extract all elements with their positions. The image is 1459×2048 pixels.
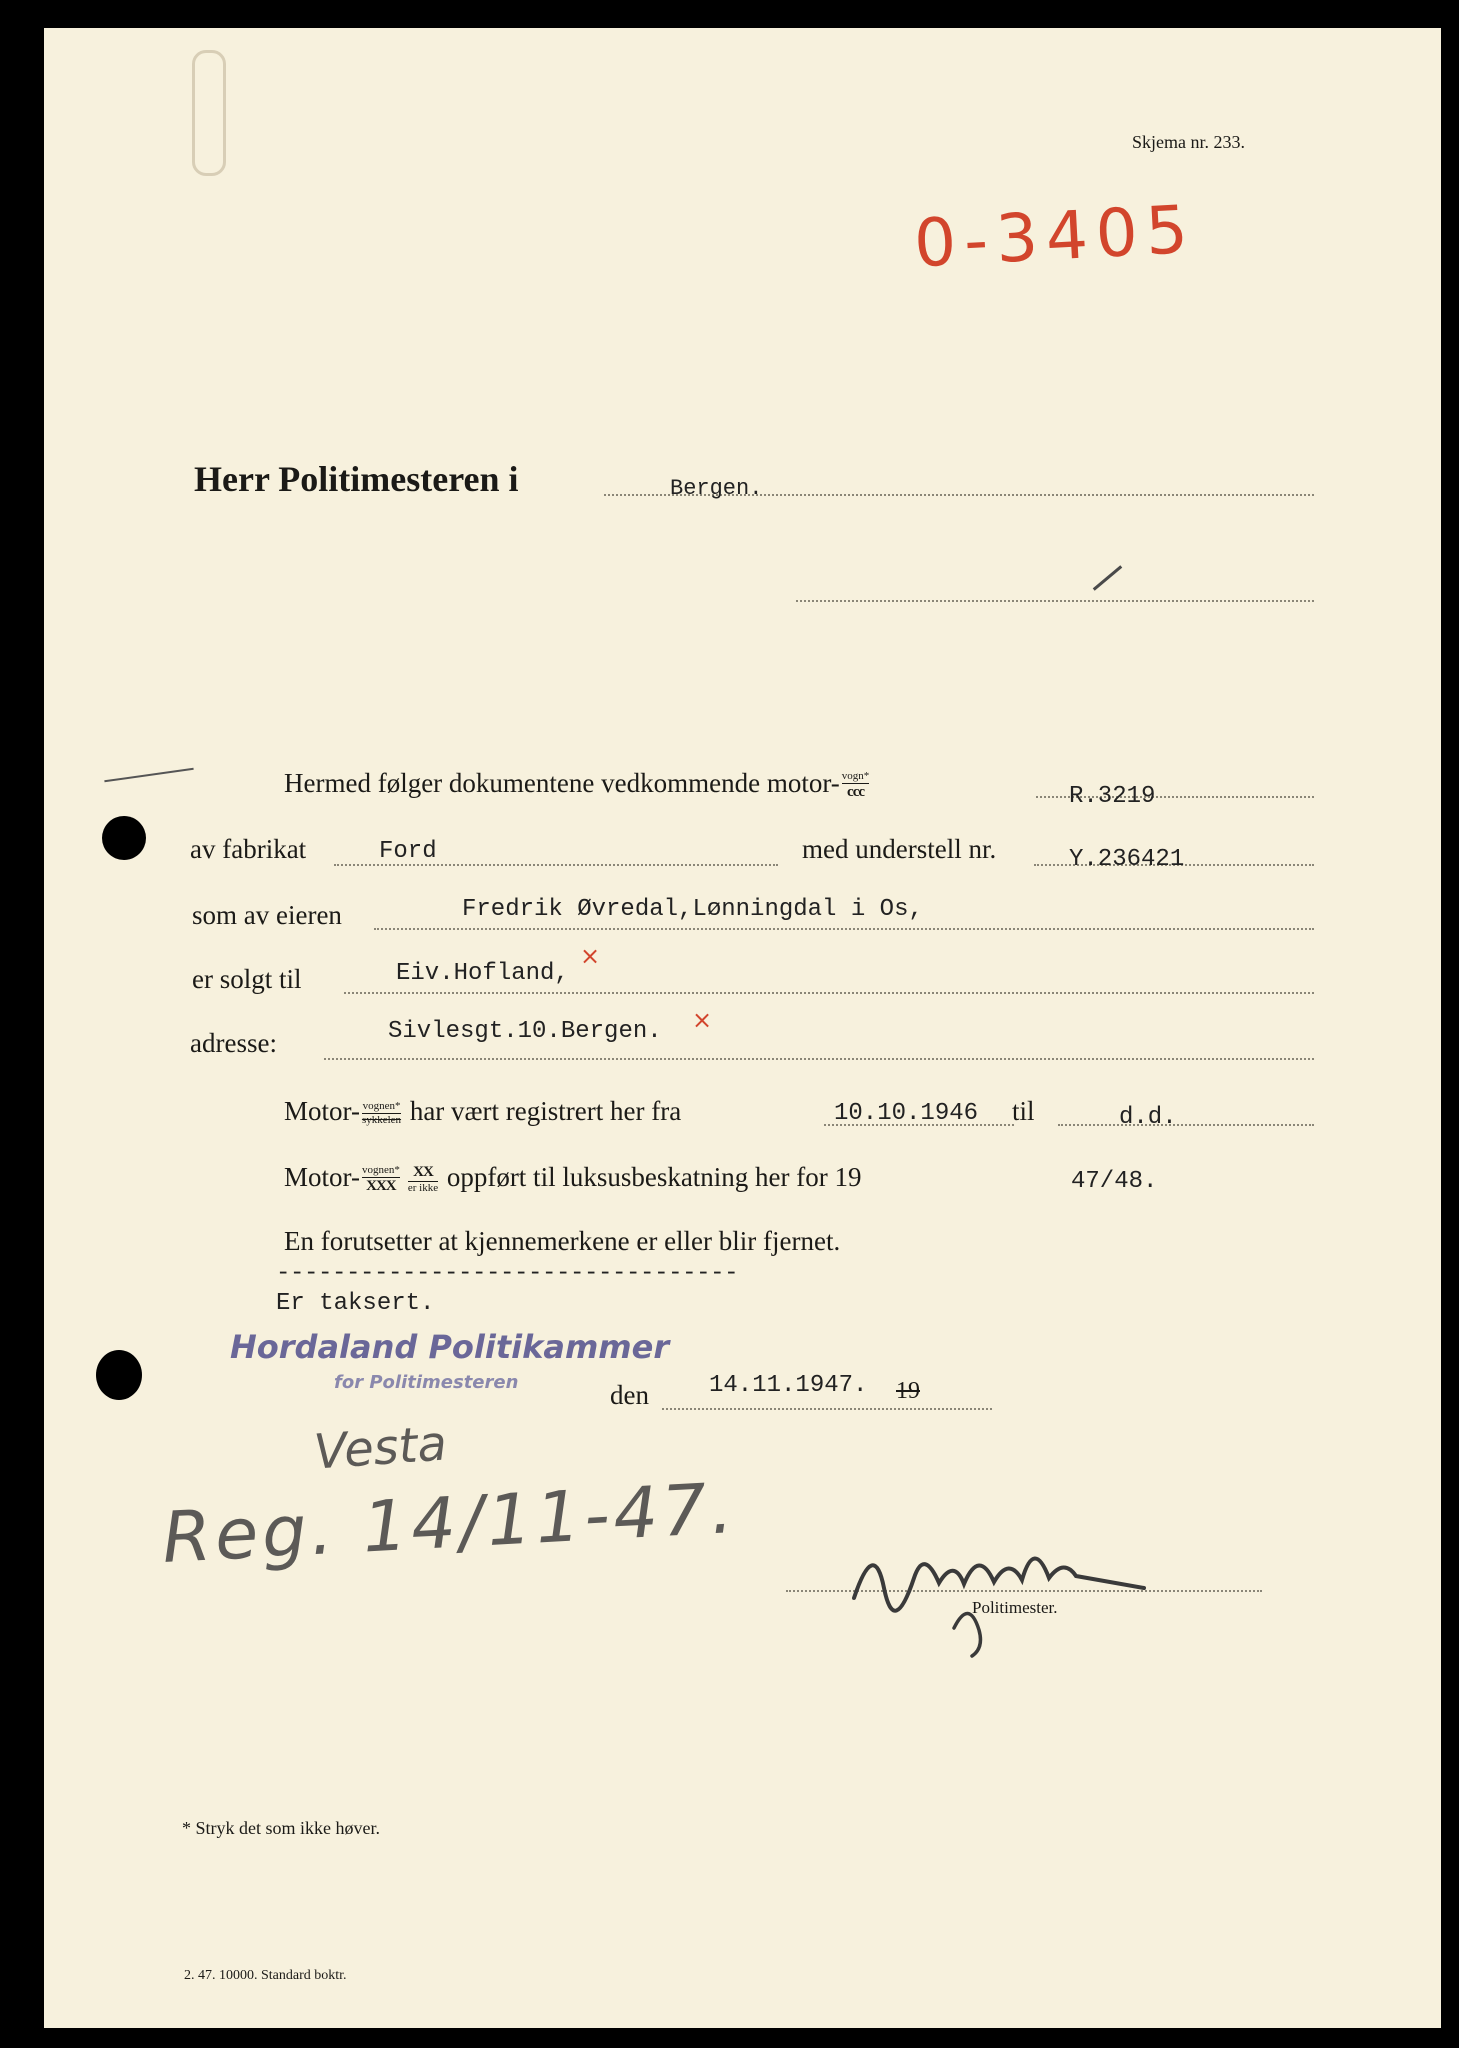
dashed-line: --------------------------------- (276, 1260, 739, 1287)
signature (844, 1518, 1174, 1658)
addressee-label: Herr Politimesteren i (194, 459, 519, 499)
address-label: adresse: (190, 1028, 277, 1058)
address-value: Sivlesgt.10.Bergen. (388, 1018, 662, 1045)
date-printed-year: 19 (896, 1378, 920, 1404)
address-line (324, 1058, 1314, 1060)
registered-fraction (362, 1101, 401, 1126)
buyer-line (344, 992, 1314, 994)
fraction-bottom: sykkelen (361, 1114, 402, 1127)
fraction-bottom: ccc (847, 784, 865, 801)
make-value: Ford (379, 838, 437, 865)
punch-hole-1 (102, 816, 146, 860)
addressee-line-2 (796, 600, 1314, 602)
removal-note: En forutsetter at kjennemerkene er eller blir fjernet. (284, 1226, 841, 1256)
chassis-value: Y.236421 (1069, 846, 1185, 873)
document-page (44, 28, 1441, 2028)
pencil-tick (1093, 565, 1123, 590)
clip-mark (192, 50, 226, 176)
case-number: 0-3405 (912, 190, 1198, 283)
luxury-fraction-1 (362, 1165, 400, 1194)
buyer-value: Eiv.Hofland, (396, 960, 569, 987)
registered-line (284, 1096, 681, 1127)
handwritten-registration: Reg. 14/11-47. (160, 1467, 739, 1579)
registered-til: til (1012, 1096, 1035, 1126)
luxury-line (284, 1162, 862, 1194)
registered-text: har vært registrert her fra (409, 1096, 682, 1126)
reg-no: R.3219 (1069, 783, 1156, 810)
date-value: 14.11.1947. (709, 1372, 868, 1399)
registered-prefix: Motor- (284, 1096, 360, 1126)
vehicle-intro-text: Hermed følger dokumentene vedkommende motor- (284, 768, 840, 798)
registered-to-line (1058, 1124, 1314, 1126)
stamp-line-2: for Politimesteren (334, 1372, 519, 1393)
owner-value: Fredrik Øvredal,Lønningdal i Os, (462, 896, 923, 923)
punch-hole-2 (96, 1350, 142, 1400)
date-label: den (610, 1380, 649, 1410)
vehicle-type-fraction (842, 771, 870, 800)
fraction-top: XX (408, 1165, 438, 1182)
addressee-value: Bergen. (670, 476, 763, 501)
luxury-text: oppført til luksusbeskatning her for 19 (446, 1162, 862, 1192)
chassis-label: med understell nr. (802, 834, 997, 864)
fraction-bottom: XXX (366, 1178, 396, 1195)
owner-label: som av eieren (192, 900, 342, 930)
date-line (662, 1408, 992, 1410)
luxury-year: 47/48. (1071, 1168, 1158, 1195)
luxury-fraction-2 (408, 1165, 438, 1194)
taxed-note: Er taksert. (276, 1290, 435, 1317)
red-cross-2: × (692, 1006, 713, 1034)
registered-to: d.d. (1119, 1104, 1177, 1131)
buyer-label: er solgt til (192, 964, 302, 994)
stamp-line-1: Hordaland Politikammer (230, 1328, 670, 1366)
form-number: Skjema nr. 233. (1132, 132, 1245, 152)
luxury-prefix: Motor- (284, 1162, 360, 1192)
red-cross-1: × (580, 942, 601, 970)
handwritten-vesta: Vesta (312, 1415, 449, 1481)
owner-line (374, 928, 1314, 930)
printer-imprint: 2. 47. 10000. Standard boktr. (184, 1968, 347, 1983)
margin-mark (104, 768, 193, 783)
fraction-top: vognen* (361, 1164, 400, 1177)
fraction-top: vogn* (841, 770, 870, 783)
registered-from: 10.10.1946 (834, 1100, 979, 1127)
make-label: av fabrikat (190, 834, 307, 864)
signature-title: Politimester. (972, 1598, 1058, 1617)
fraction-top: vognen* (362, 1100, 401, 1113)
fraction-bottom: er ikke (407, 1182, 439, 1195)
footnote: * Stryk det som ikke høver. (182, 1818, 380, 1838)
vehicle-intro (284, 768, 871, 800)
